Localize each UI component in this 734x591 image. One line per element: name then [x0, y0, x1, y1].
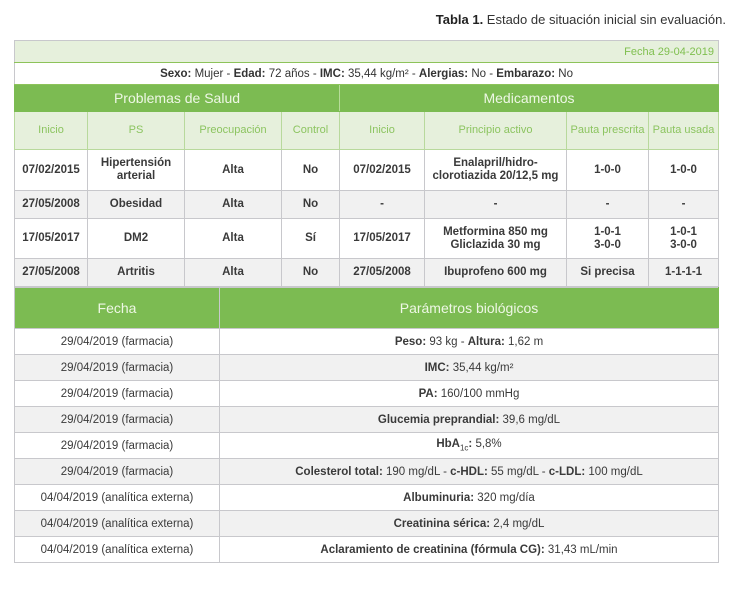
- cell-inicio: 17/05/2017: [15, 219, 88, 259]
- cell-pauta-usada: [649, 219, 719, 259]
- col-control: Control: [282, 112, 340, 150]
- cell-principio: Ibuprofeno 600 mg: [425, 259, 567, 287]
- param-value: [220, 355, 719, 381]
- principio-line: Gliclazida 30 mg: [450, 238, 541, 251]
- param-label: :: [468, 438, 473, 451]
- param-text: 160/100 mmHg: [437, 387, 520, 400]
- param-fecha: 29/04/2019 (farmacia): [15, 381, 220, 407]
- pauta-line: 3-0-0: [594, 238, 621, 251]
- edad-value: 72 años -: [265, 67, 320, 80]
- caption-text: Estado de situación inicial sin evaluación.: [483, 12, 726, 27]
- param-value: [220, 407, 719, 433]
- param-value: [220, 511, 719, 537]
- pauta-line: 1-0-1: [670, 225, 697, 238]
- cell-inicio-med: 07/02/2015: [340, 150, 425, 191]
- param-text: 1,62 m: [504, 335, 544, 348]
- cell-pauta-prescrita: 1-0-0: [567, 150, 649, 191]
- param-text: 39,6 mg/dL: [499, 413, 561, 426]
- param-text: 93 kg -: [426, 335, 468, 348]
- param-row: [15, 407, 719, 433]
- cell-ps: Obesidad: [88, 191, 185, 219]
- param-label: IMC:: [424, 361, 450, 374]
- param-label: PA:: [418, 387, 438, 400]
- param-text: 31,43 mL/min: [544, 543, 618, 556]
- cell-inicio-med: 17/05/2017: [340, 219, 425, 259]
- param-value: [220, 433, 719, 459]
- param-fecha: 29/04/2019 (farmacia): [15, 407, 220, 433]
- param-text: 35,44 kg/m²: [449, 361, 514, 374]
- cell-inicio-med: 27/05/2008: [340, 259, 425, 287]
- cell-preocupacion: Alta: [185, 219, 282, 259]
- param-value: [220, 485, 719, 511]
- cell-preocupacion: Alta: [185, 150, 282, 191]
- cell-control: Sí: [282, 219, 340, 259]
- param-text: 55 mg/dL -: [487, 465, 549, 478]
- param-subscript: 1c: [459, 443, 469, 453]
- cell-principio: -: [425, 191, 567, 219]
- param-label: Colesterol total:: [295, 465, 383, 478]
- param-fecha: 04/04/2019 (analítica externa): [15, 511, 220, 537]
- table-row: [15, 259, 719, 287]
- col-pauta-usada: Pauta usada: [649, 112, 719, 150]
- cell-inicio: 27/05/2008: [15, 259, 88, 287]
- embarazo-label: Embarazo:: [496, 67, 556, 80]
- imc-label: IMC:: [319, 67, 345, 80]
- pauta-line: 3-0-0: [670, 238, 697, 251]
- cell-ps: Hipertensión arterial: [88, 150, 185, 191]
- section-problemas: Problemas de Salud: [15, 85, 340, 112]
- col-inicio-med: Inicio: [340, 112, 425, 150]
- param-label: HbA: [436, 438, 460, 451]
- patient-info-row: [15, 63, 719, 85]
- cell-control: No: [282, 191, 340, 219]
- param-row: [15, 459, 719, 485]
- patient-info: [15, 63, 719, 85]
- cell-inicio: 27/05/2008: [15, 191, 88, 219]
- param-row: [15, 329, 719, 355]
- cell-pauta-prescrita: -: [567, 191, 649, 219]
- cell-ps: DM2: [88, 219, 185, 259]
- col-preocupacion: Preocupación: [185, 112, 282, 150]
- param-row: [15, 511, 719, 537]
- param-value: [220, 537, 719, 563]
- cell-pauta-usada: 1-1-1-1: [649, 259, 719, 287]
- param-text: 100 mg/dL: [585, 465, 643, 478]
- param-text: 2,4 mg/dL: [490, 517, 545, 530]
- edad-label: Edad:: [233, 67, 266, 80]
- param-text: 320 mg/día: [474, 491, 535, 504]
- table-container: [14, 40, 718, 563]
- param-label: Altura:: [467, 335, 505, 348]
- date-row: [15, 41, 719, 63]
- param-fecha: 29/04/2019 (farmacia): [15, 433, 220, 459]
- alergias-label: Alergias:: [418, 67, 469, 80]
- cell-control: No: [282, 150, 340, 191]
- embarazo-value: No: [555, 67, 573, 80]
- param-label: Albuminuria:: [403, 491, 475, 504]
- col-parametros: Parámetros biológicos: [220, 288, 719, 329]
- cell-control: No: [282, 259, 340, 287]
- cell-ps: Artritis: [88, 259, 185, 287]
- col-pauta-prescrita: Pauta prescrita: [567, 112, 649, 150]
- param-value: [220, 329, 719, 355]
- param-label: Glucemia preprandial:: [377, 413, 500, 426]
- cell-principio: Enalapril/hidro-clorotiazida 20/12,5 mg: [425, 150, 567, 191]
- cell-pauta-prescrita: [567, 219, 649, 259]
- section-header-row: [15, 85, 719, 112]
- param-row: [15, 537, 719, 563]
- cell-principio: [425, 219, 567, 259]
- col-inicio-ps: Inicio: [15, 112, 88, 150]
- param-fecha: 29/04/2019 (farmacia): [15, 459, 220, 485]
- param-fecha: 04/04/2019 (analítica externa): [15, 537, 220, 563]
- param-row: [15, 381, 719, 407]
- param-label: Creatinina sérica:: [393, 517, 491, 530]
- col-principio: Principio activo: [425, 112, 567, 150]
- table-caption: [436, 12, 726, 27]
- param-text: 190 mg/dL -: [382, 465, 451, 478]
- caption-label: Tabla 1.: [435, 12, 484, 27]
- principio-line: Metformina 850 mg: [443, 225, 548, 238]
- section-medicamentos: Medicamentos: [340, 85, 719, 112]
- col-ps: PS: [88, 112, 185, 150]
- table-row: [15, 219, 719, 259]
- param-fecha: 04/04/2019 (analítica externa): [15, 485, 220, 511]
- param-fecha: 29/04/2019 (farmacia): [15, 355, 220, 381]
- param-value: [220, 459, 719, 485]
- cell-inicio: 07/02/2015: [15, 150, 88, 191]
- cell-pauta-usada: -: [649, 191, 719, 219]
- cell-pauta-usada: 1-0-0: [649, 150, 719, 191]
- report-date: Fecha 29-04-2019: [15, 41, 719, 63]
- cell-pauta-prescrita: Si precisa: [567, 259, 649, 287]
- problems-medications-table: [14, 40, 719, 287]
- table-row: [15, 191, 719, 219]
- param-row: [15, 433, 719, 459]
- param-row: [15, 485, 719, 511]
- param-row: [15, 355, 719, 381]
- param-label: Peso:: [394, 335, 427, 348]
- sexo-label: Sexo:: [160, 67, 192, 80]
- table-row: [15, 150, 719, 191]
- param-label: c-HDL:: [450, 465, 488, 478]
- col-fecha: Fecha: [15, 288, 220, 329]
- param-text: 5,8%: [472, 438, 502, 451]
- pauta-line: 1-0-1: [594, 225, 621, 238]
- param-value: [220, 381, 719, 407]
- param-label: c-LDL:: [548, 465, 586, 478]
- column-header-row: [15, 112, 719, 150]
- params-header-row: [15, 288, 719, 329]
- alergias-value: No -: [468, 67, 497, 80]
- cell-preocupacion: Alta: [185, 191, 282, 219]
- param-label: Aclaramiento de creatinina (fórmula CG):: [320, 543, 545, 556]
- param-fecha: 29/04/2019 (farmacia): [15, 329, 220, 355]
- imc-value: 35,44 kg/m² -: [344, 67, 419, 80]
- sexo-value: Mujer -: [191, 67, 234, 80]
- cell-preocupacion: Alta: [185, 259, 282, 287]
- biological-params-table: [14, 287, 719, 563]
- cell-inicio-med: -: [340, 191, 425, 219]
